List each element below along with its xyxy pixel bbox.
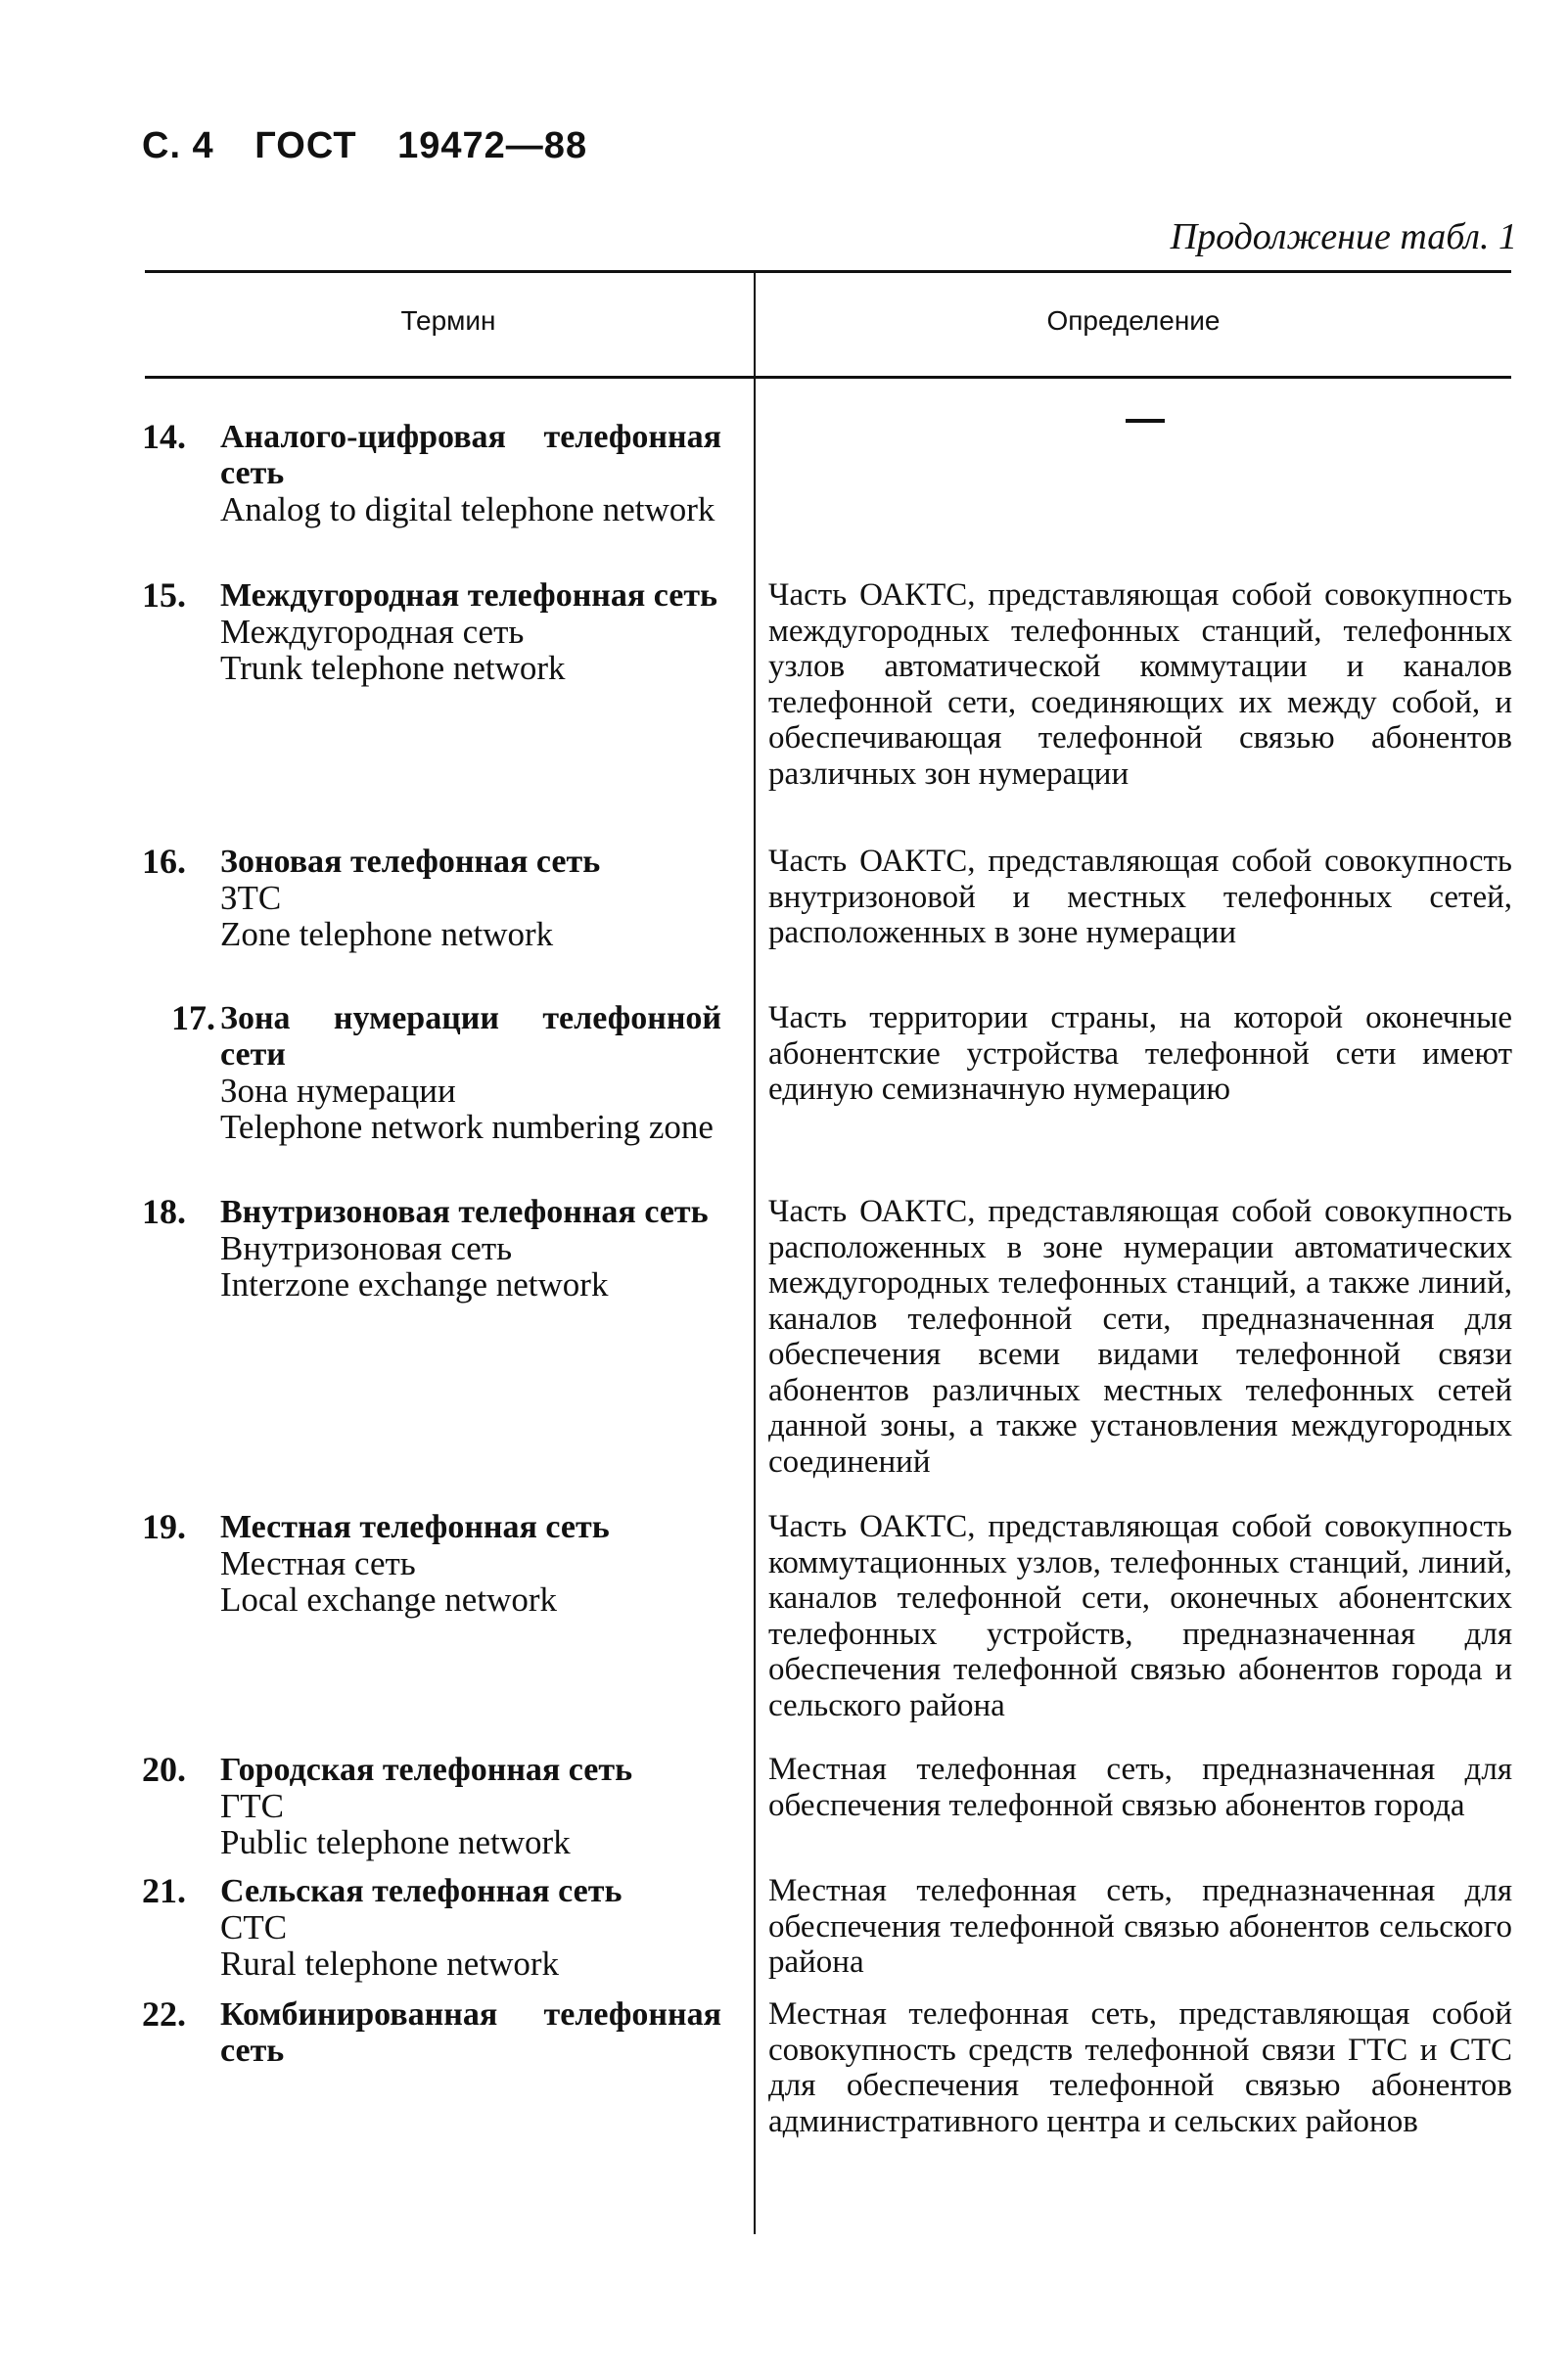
term-17	[142, 1000, 721, 1145]
term-synonym: Зона нумерации	[220, 1072, 456, 1110]
term-synonym: Внутризоновая сеть	[220, 1229, 513, 1267]
term-synonym: ЗТС	[220, 879, 282, 917]
definition-15: Часть ОАКТС, представляющая собой совокупность междугородных телефонных станций, телефонных узлов автоматической коммутации и каналов телефонной сети, соединяющих их между собой, и обеспечивающая телефонной связью абонентов различных зон нумерации	[768, 577, 1512, 792]
term-name: Зона нумерации телефонной сети	[220, 1000, 721, 1073]
term-16	[142, 844, 721, 952]
term-synonym: ГТС	[220, 1787, 284, 1825]
definition-22: Местная телефонная сеть, представляющая собой совокупность средств телефонной связи ГТС и СТС для обеспечения телефонной связью абонентов административного центра и сельских районов	[768, 1996, 1512, 2139]
term-number: 20.	[142, 1750, 186, 1789]
term-name: Местная телефонная сеть	[220, 1509, 610, 1545]
term-21	[142, 1873, 721, 1982]
term-number: 17.	[171, 998, 215, 1037]
term-number: 14.	[142, 417, 186, 456]
standard-number: 19472—88	[397, 125, 588, 166]
term-english: Public telephone network	[220, 1823, 571, 1861]
column-header-definition: Определение	[1046, 305, 1221, 336]
term-english: Local exchange network	[220, 1580, 558, 1619]
term-number: 21.	[142, 1871, 186, 1910]
table-continuation: Продолжение табл. 1	[1170, 216, 1517, 257]
term-number: 16.	[142, 842, 186, 881]
definition-dash	[1126, 419, 1165, 423]
standard-label: ГОСТ	[254, 125, 357, 166]
term-name: Сельская телефонная сеть	[220, 1873, 623, 1909]
definition-21: Местная телефонная сеть, предназначенная для обеспечения телефонной связью абонентов сельского района	[768, 1873, 1512, 1980]
page-header	[142, 125, 617, 167]
term-name: Междугородная телефонная сеть	[220, 577, 718, 614]
term-18	[142, 1194, 721, 1303]
table-top-rule	[145, 270, 1511, 273]
term-synonym: Междугородная сеть	[220, 613, 525, 651]
term-number: 19.	[142, 1507, 186, 1546]
term-14	[142, 419, 721, 527]
term-number: 18.	[142, 1192, 186, 1231]
term-synonym: Местная сеть	[220, 1544, 416, 1582]
term-15	[142, 577, 721, 686]
definition-17: Часть территории страны, на которой оконечные абонентские устройства телефонной сети имеют единую семизначную нумерацию	[768, 1000, 1512, 1107]
table-header-rule	[145, 376, 1511, 379]
term-number: 22.	[142, 1994, 186, 2034]
term-synonym: СТС	[220, 1908, 288, 1946]
term-name: Городская телефонная сеть	[220, 1752, 633, 1788]
definition-20: Местная телефонная сеть, предназначенная для обеспечения телефонной связью абонентов города	[768, 1752, 1512, 1823]
term-name: Комбинированная телефонная сеть	[220, 1996, 721, 2069]
term-english: Analog to digital telephone network	[220, 490, 715, 528]
term-english: Interzone exchange network	[220, 1265, 609, 1304]
column-header-term: Термин	[400, 305, 496, 336]
term-19	[142, 1509, 721, 1618]
term-22	[142, 1996, 721, 2069]
term-name: Аналого-цифровая телефонная сеть	[220, 419, 721, 491]
term-name: Зоновая телефонная сеть	[220, 844, 601, 880]
term-english: Rural telephone network	[220, 1945, 560, 1983]
term-english: Trunk telephone network	[220, 649, 566, 687]
page-number: С. 4	[142, 125, 214, 166]
term-number: 15.	[142, 575, 186, 615]
term-20	[142, 1752, 721, 1860]
definition-18: Часть ОАКТС, представляющая собой совокупность расположенных в зоне нумерации автоматических междугородных телефонных станций, а также линий, каналов телефонной сети, предназначенная для обеспечения всеми видами телефонной связи абонентов различных местных телефонных сетей данной зоны, а также установления междугородных соединений	[768, 1194, 1512, 1480]
column-divider	[754, 272, 756, 2234]
term-english: Zone telephone network	[220, 915, 554, 953]
definition-16: Часть ОАКТС, представляющая собой совокупность внутризоновой и местных телефонных сетей, расположенных в зоне нумерации	[768, 844, 1512, 950]
definition-19: Часть ОАКТС, представляющая собой совокупность коммутационных узлов, телефонных станций, линий, каналов телефонной сети, оконечных абонентских телефонных устройств, предназначенная для обеспечения телефонной связью абонентов города и сельского района	[768, 1509, 1512, 1723]
term-name: Внутризоновая телефонная сеть	[220, 1194, 709, 1230]
term-english: Telephone network numbering zone	[220, 1108, 714, 1146]
